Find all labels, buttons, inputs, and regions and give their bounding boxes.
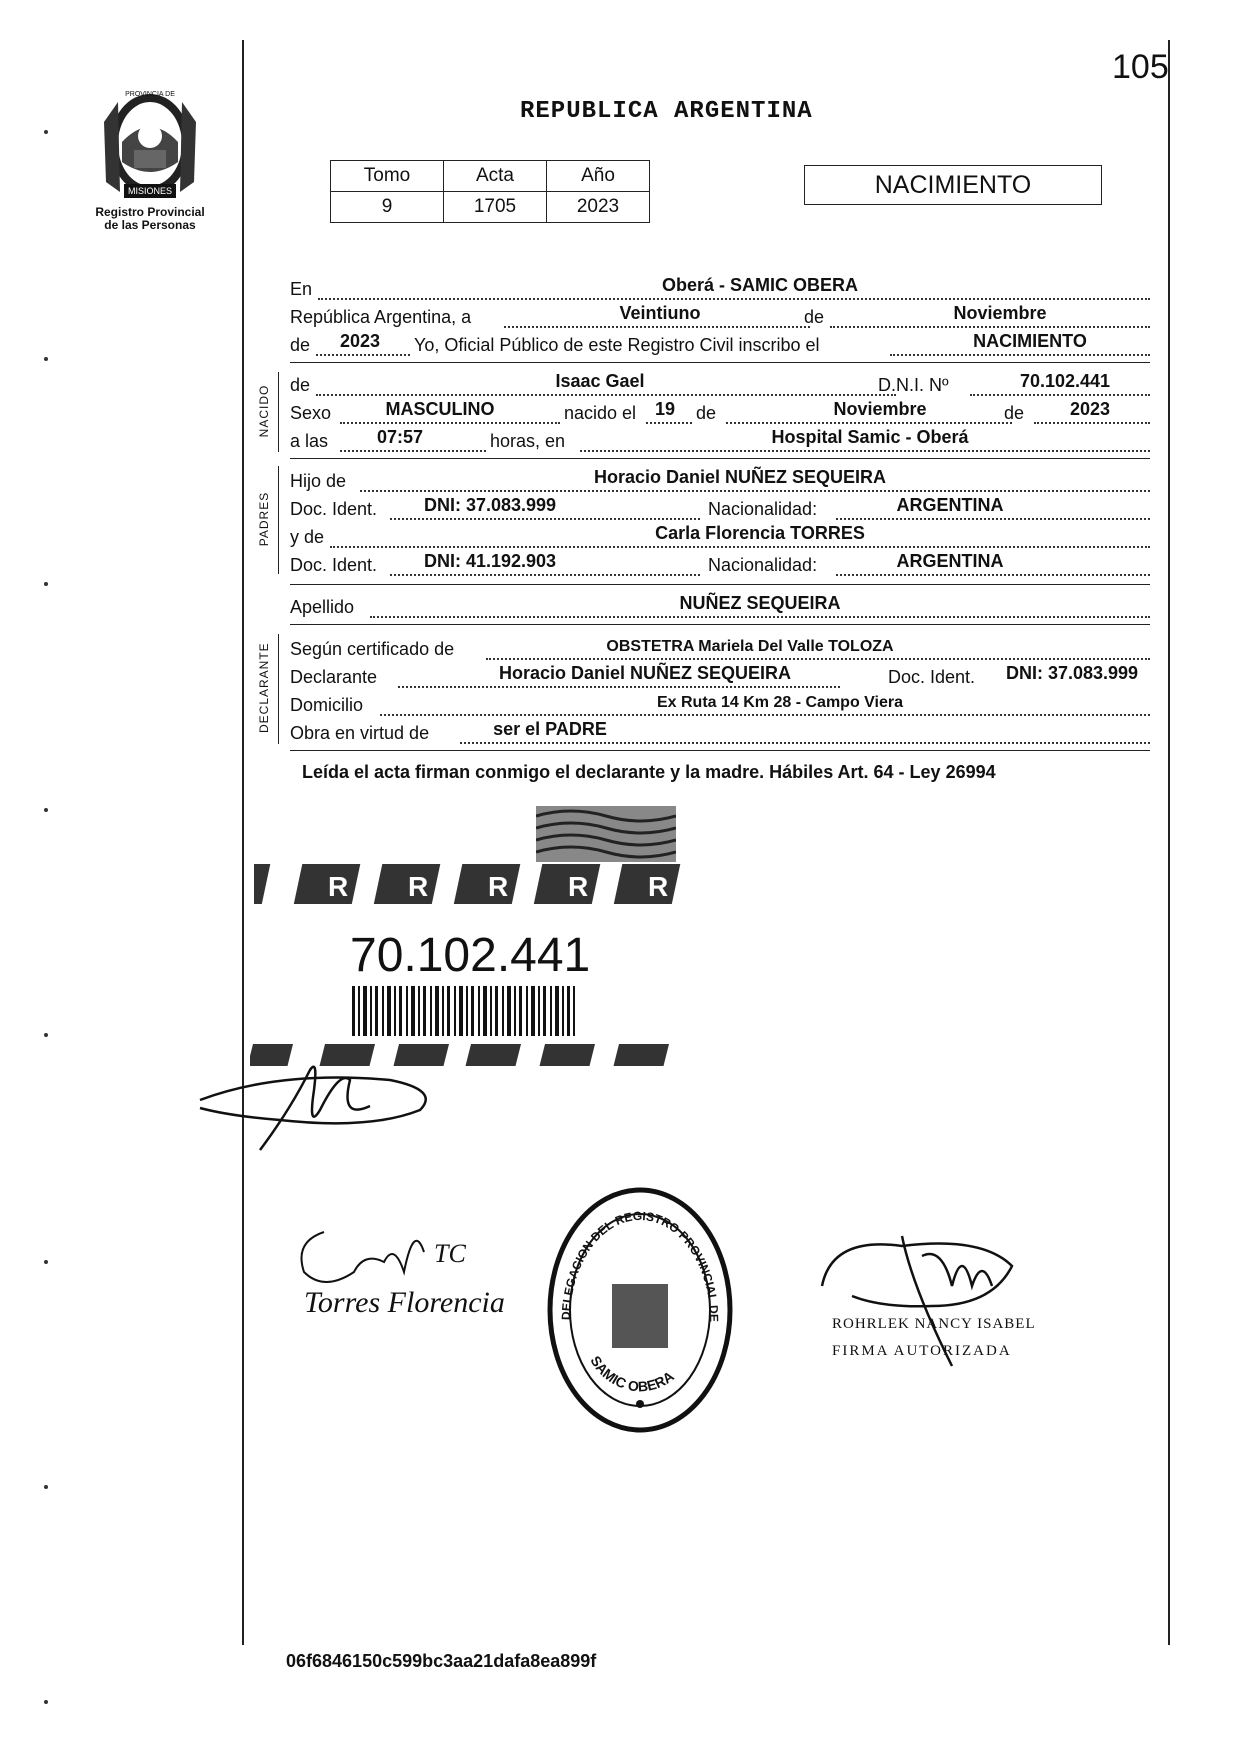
value-declarant-doc: DNI: 37.083.999 — [1005, 663, 1139, 683]
value-father-doc: DNI: 37.083.999 — [423, 495, 557, 515]
value-mother-doc: DNI: 41.192.903 — [423, 551, 557, 571]
svg-text:TC: TC — [434, 1239, 466, 1268]
label-domicilio: Domicilio — [290, 695, 364, 715]
register-value-anio: 2023 — [547, 192, 650, 223]
dotted-line — [398, 686, 840, 688]
row-sex-birth — [290, 400, 1150, 426]
dotted-line — [380, 714, 1150, 716]
label-official-text: Yo, Oficial Público de este Registro Civil inscribo el — [414, 335, 820, 355]
dotted-line — [836, 518, 1150, 520]
label-nacionalidad: Nacionalidad: — [708, 499, 818, 519]
dotted-line — [646, 422, 692, 424]
margin-dot — [44, 1485, 48, 1489]
label-obra-en-virtud: Obra en virtud de — [290, 723, 430, 743]
official-name: ROHRLEK NANCY ISABEL — [832, 1316, 1036, 1332]
row-apellido — [290, 594, 1150, 620]
dotted-line — [836, 574, 1150, 576]
record-type-box: NACIMIENTO — [804, 165, 1102, 205]
row-place — [290, 276, 1150, 302]
padres-bracket — [270, 466, 279, 574]
dotted-line — [360, 490, 1150, 492]
margin-dot — [44, 1260, 48, 1264]
dotted-line — [370, 616, 1150, 618]
svg-text:R: R — [488, 871, 509, 902]
value-child-name: Isaac Gael — [555, 371, 645, 391]
value-birth-place: Hospital Samic - Oberá — [771, 427, 969, 447]
value-month: Noviembre — [953, 303, 1047, 323]
register-value-tomo: 9 — [331, 192, 444, 223]
row-certificate — [290, 636, 1150, 662]
value-birth-year: 2023 — [1069, 399, 1111, 419]
dotted-line — [316, 394, 896, 396]
section-divider — [290, 750, 1150, 751]
nacido-side-label: NACIDO — [257, 384, 271, 438]
value-apellido: NUÑEZ SEQUEIRA — [679, 593, 841, 613]
label-y-de: y de — [290, 527, 325, 547]
margin-dot — [44, 1700, 48, 1704]
label-horas-en: horas, en — [490, 431, 566, 451]
label-doc-ident: Doc. Ident. — [290, 499, 378, 519]
value-birth-month: Noviembre — [833, 399, 927, 419]
dotted-line — [486, 658, 1150, 660]
label-de-2: de — [696, 403, 717, 423]
value-role: ser el PADRE — [493, 719, 607, 739]
dotted-line — [970, 394, 1150, 396]
declarante-side-label: DECLARANTE — [257, 642, 271, 733]
label-declarante: Declarante — [290, 667, 378, 687]
dotted-line — [390, 518, 700, 520]
row-official — [290, 332, 1150, 358]
label-a-las: a las — [290, 431, 329, 451]
margin-dot — [44, 808, 48, 812]
value-mother-name: Carla Florencia TORRES — [655, 523, 865, 543]
label-apellido: Apellido — [290, 597, 355, 617]
right-margin-line — [1168, 40, 1170, 1645]
label-nacionalidad-2: Nacionalidad: — [708, 555, 818, 575]
value-day-words: Veintiuno — [619, 303, 701, 323]
left-margin-line — [242, 40, 244, 1645]
label-dni-no: D.N.I. Nº — [878, 375, 949, 395]
section-divider — [290, 458, 1150, 459]
label-nacido-el: nacido el — [564, 403, 637, 423]
dotted-line — [890, 354, 1150, 356]
section-divider — [290, 362, 1150, 363]
margin-dot — [44, 130, 48, 134]
svg-text:MISIONES: MISIONES — [127, 186, 173, 196]
value-address: Ex Ruta 14 Km 28 - Campo Viera — [656, 694, 904, 711]
official-authorized-label: FIRMA AUTORIZADA — [832, 1343, 1012, 1359]
label-doc-ident-2: Doc. Ident. — [290, 555, 378, 575]
declarant-signature — [190, 1050, 460, 1165]
value-birth-time: 07:57 — [376, 427, 424, 447]
value-birth-day: 19 — [654, 399, 676, 419]
logo-caption-line-1: Registro Provincial — [95, 205, 205, 219]
svg-text:PROVINCIA DE: PROVINCIA DE — [125, 91, 175, 98]
row-time-place — [290, 428, 1150, 454]
register-table — [330, 160, 650, 223]
misiones-crest-logo — [90, 82, 210, 207]
row-father — [290, 468, 1150, 494]
svg-text:R: R — [648, 871, 669, 902]
padres-side-label: PADRES — [257, 491, 271, 547]
legal-text: Leída el acta firman conmigo el declarante y la madre. Hábiles Art. 64 - Ley 26994 — [302, 762, 996, 782]
country-title: REPUBLICA ARGENTINA — [520, 98, 813, 125]
official-seal — [540, 1180, 740, 1445]
row-date — [290, 304, 1150, 330]
dotted-line — [504, 326, 810, 328]
declarante-bracket — [270, 634, 279, 744]
dotted-line — [460, 742, 1150, 744]
label-de-year: de — [290, 335, 311, 355]
logo-caption — [80, 206, 220, 232]
svg-text:SAMIC OBERA: SAMIC OBERA — [587, 1352, 677, 1395]
security-strip-top — [254, 856, 704, 917]
dotted-line — [830, 326, 1150, 328]
label-republica: República Argentina, a — [290, 307, 472, 327]
dotted-line — [580, 450, 1150, 452]
row-child-name — [290, 372, 1150, 398]
dotted-line — [330, 546, 1150, 548]
logo-caption-line-2: de las Personas — [104, 218, 196, 232]
row-declarant — [290, 664, 1150, 690]
dotted-line — [340, 450, 486, 452]
label-de-3: de — [1004, 403, 1025, 423]
register-header-tomo: Tomo — [331, 161, 444, 192]
section-divider — [290, 624, 1150, 625]
row-address — [290, 692, 1150, 718]
svg-text:R: R — [568, 871, 589, 902]
label-sexo: Sexo — [290, 403, 332, 423]
svg-text:DELEGACION DEL REGISTRO PROVIN: DELEGACION DEL REGISTRO PROVINCIAL DE — [558, 1208, 722, 1323]
value-father-nationality: ARGENTINA — [896, 495, 1004, 515]
label-de-child: de — [290, 375, 311, 395]
section-divider — [290, 584, 1150, 585]
label-hijo-de: Hijo de — [290, 471, 347, 491]
dotted-line — [340, 422, 560, 424]
register-header-anio: Año — [547, 161, 650, 192]
document-hash: 06f6846150c599bc3aa21dafa8ea899f — [286, 1651, 597, 1671]
value-declarant: Horacio Daniel NUÑEZ SEQUEIRA — [498, 663, 792, 683]
value-year: 2023 — [339, 331, 381, 351]
margin-dot — [44, 357, 48, 361]
row-mother — [290, 524, 1150, 550]
value-sexo: MASCULINO — [385, 399, 495, 419]
mother-signature — [284, 1212, 524, 1337]
dotted-line — [318, 298, 1150, 300]
margin-dot — [44, 1033, 48, 1037]
value-place: Oberá - SAMIC OBERA — [661, 275, 859, 295]
dotted-line — [390, 574, 700, 576]
value-father-name: Horacio Daniel NUÑEZ SEQUEIRA — [593, 467, 887, 487]
label-de: de — [804, 307, 825, 327]
label-doc-ident-3: Doc. Ident. — [888, 667, 976, 687]
row-father-doc — [290, 496, 1150, 522]
svg-text:Torres Florencia: Torres Florencia — [304, 1286, 505, 1319]
value-certificate: OBSTETRA Mariela Del Valle TOLOZA — [606, 638, 894, 655]
barcode — [352, 986, 576, 1041]
register-value-acta: 1705 — [444, 192, 547, 223]
register-header-acta: Acta — [444, 161, 547, 192]
svg-text:R: R — [408, 871, 429, 902]
barcode-number: 70.102.441 — [350, 929, 591, 982]
row-role — [290, 720, 1150, 746]
dotted-line — [726, 422, 1012, 424]
dotted-line — [1034, 422, 1150, 424]
svg-text:R: R — [328, 871, 349, 902]
value-child-dni: 70.102.441 — [1019, 371, 1111, 391]
value-mother-nationality: ARGENTINA — [896, 551, 1004, 571]
page-number: 105 — [1112, 48, 1169, 86]
row-mother-doc — [290, 552, 1150, 578]
nacido-bracket — [270, 372, 279, 452]
label-en: En — [290, 279, 313, 299]
label-segun-certificado: Según certificado de — [290, 639, 455, 659]
dotted-line — [316, 354, 410, 356]
value-record-word: NACIMIENTO — [973, 331, 1087, 351]
margin-dot — [44, 582, 48, 586]
